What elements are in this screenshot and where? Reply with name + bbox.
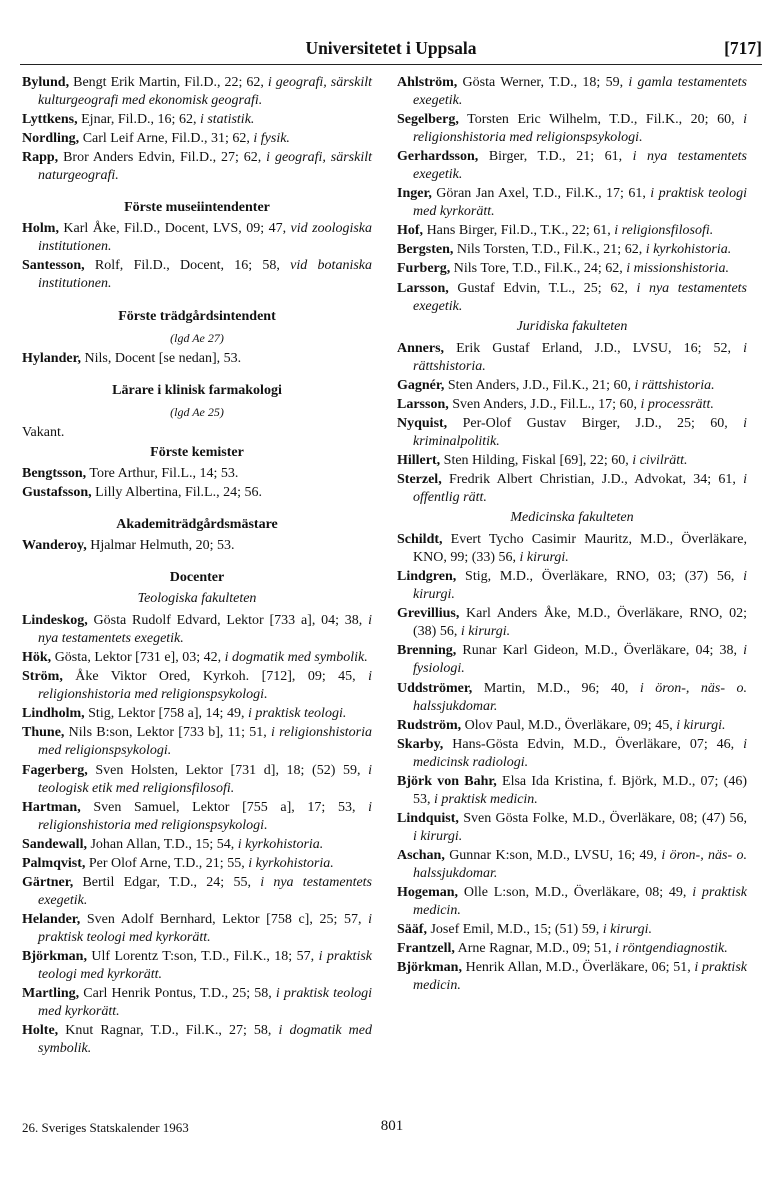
entry bbox=[397, 940, 747, 958]
entry-details: Gösta Werner, T.D., 18; 59, bbox=[457, 75, 629, 90]
entry-details: Evert Tycho Casimir Mauritz, M.D., Överläkare, KNO, 99; (33) 56, bbox=[413, 532, 747, 566]
entry bbox=[397, 377, 747, 395]
entry-surname: Hof, bbox=[397, 223, 424, 239]
entry-surname: Wanderoy, bbox=[22, 537, 87, 553]
entry-subject: vid zoologiska institutionen. bbox=[38, 221, 373, 255]
entry-subject: i fysik. bbox=[253, 131, 290, 147]
entry-surname: Hök, bbox=[22, 650, 52, 666]
entry-details: Arne Ragnar, M.D., 09; 51, bbox=[454, 941, 615, 957]
entry bbox=[397, 568, 747, 604]
entry-surname: Lindholm, bbox=[22, 706, 85, 722]
entry-subject: i missionshistoria. bbox=[626, 261, 729, 277]
entry-details: Carl Henrik Pontus, T.D., 25; 58, bbox=[79, 986, 276, 1002]
section-heading: Akademiträdgårdsmästare bbox=[116, 516, 278, 532]
entry-subject: i kirurgi. bbox=[602, 922, 652, 938]
entry-subject: i rättshistoria. bbox=[634, 377, 715, 393]
entry-subject: i praktisk teologi med kyrkorätt. bbox=[38, 948, 372, 983]
entry-details: Sven Adolf Bernhard, Lektor [758 c], 25; 57, bbox=[80, 911, 369, 927]
entry bbox=[397, 396, 747, 414]
entry-surname: Sandewall, bbox=[22, 836, 87, 852]
faculty-heading: Medicinska fakulteten bbox=[510, 510, 634, 526]
entry-details: Hans Birger, Fil.D., T.K., 22; 61, bbox=[423, 223, 615, 239]
entry-details: Nils Tore, T.D., Fil.K., 24; 62, bbox=[450, 261, 627, 277]
entry bbox=[22, 649, 372, 667]
entry-subject: i nya testamentets exegetik. bbox=[38, 874, 373, 908]
entry-details: Bertil Edgar, T.D., 24; 55, bbox=[73, 874, 261, 890]
entry bbox=[22, 855, 372, 873]
heading-note: (lgd Ae 25) bbox=[170, 404, 224, 419]
entry-details: Sten Hilding, Fiskal [69], 22; 60, bbox=[440, 452, 633, 468]
entry bbox=[22, 985, 372, 1021]
faculty-heading: Teologiska fakulteten bbox=[137, 591, 257, 607]
entry-subject: i dogmatik med symbolik. bbox=[38, 1023, 372, 1057]
entry-subject: i praktisk medicin. bbox=[413, 960, 747, 994]
header-rule bbox=[20, 64, 762, 65]
entry-details: Fredrik Albert Christian, J.D., Advokat, 34; 61, bbox=[441, 471, 744, 487]
entry bbox=[22, 257, 372, 293]
entry-details: Torsten Eric Wilhelm, T.D., Fil.K., 20; 60, bbox=[458, 112, 744, 128]
entry-subject: i geografi, särskilt naturgeografi. bbox=[38, 150, 372, 184]
page-title: Universitetet i Uppsala bbox=[305, 38, 477, 58]
page-reference: [717] bbox=[724, 38, 762, 58]
entry-surname: Rapp, bbox=[22, 150, 59, 166]
entry bbox=[397, 810, 747, 846]
entry-surname: Uddströmer, bbox=[397, 680, 473, 696]
entry-surname: Hogeman, bbox=[397, 885, 459, 901]
entry bbox=[22, 465, 372, 483]
entry-details: Lilly Albertina, Fil.L., 24; 56. bbox=[91, 484, 262, 500]
entry-subject: i praktisk teologi med kyrkorätt. bbox=[38, 986, 372, 1020]
entry-subject: i fysiologi. bbox=[413, 643, 747, 677]
entry bbox=[397, 531, 747, 567]
entry-details: Hjalmar Helmuth, 20; 53. bbox=[86, 537, 235, 553]
entry-details: Sven Anders, J.D., Fil.L., 17; 60, bbox=[448, 396, 641, 412]
entry-surname: Ström, bbox=[22, 669, 63, 685]
entry-details: Birger, T.D., 21; 61, bbox=[478, 149, 633, 165]
entry bbox=[22, 724, 372, 760]
section-heading: Docenter bbox=[169, 570, 225, 586]
entry bbox=[397, 222, 747, 240]
entry bbox=[22, 874, 372, 910]
entry-details: Karl Åke, Fil.D., Docent, LVS, 09; 47, bbox=[58, 221, 291, 237]
entry-subject: i kyrkohistoria. bbox=[237, 836, 324, 852]
entry-surname: Grevillius, bbox=[397, 606, 460, 622]
entry bbox=[22, 350, 372, 368]
entry-subject: i kirurgi. bbox=[413, 828, 463, 844]
entry-surname: Lindgren, bbox=[397, 569, 457, 585]
entry-details: Henrik Allan, M.D., Överläkare, 06; 51, bbox=[461, 960, 695, 976]
section-heading: Förste kemister bbox=[150, 444, 244, 460]
entry bbox=[22, 705, 372, 723]
entry-details: Sven Gösta Folke, M.D., Överläkare, 08; (47) 56, bbox=[458, 810, 747, 826]
entry-subject: i rättshistoria. bbox=[413, 340, 747, 374]
entry-surname: Helander, bbox=[22, 911, 81, 927]
entry-surname: Björkman, bbox=[397, 960, 462, 976]
entry-subject: i praktisk medicin. bbox=[434, 791, 538, 807]
footer-source: 26. Sveriges Statskalender 1963 bbox=[22, 1120, 189, 1135]
entry bbox=[22, 911, 372, 947]
entry-subject: i praktisk teologi med kyrkorätt. bbox=[38, 911, 372, 945]
entry bbox=[22, 130, 372, 148]
entry bbox=[22, 948, 372, 984]
entry-surname: Nordling, bbox=[22, 131, 80, 147]
entry-details: Åke Viktor Ored, Kyrkoh. [712], 09; 45, bbox=[62, 669, 369, 685]
entry bbox=[22, 762, 372, 798]
section-heading: Förste trädgårdsintendent bbox=[118, 308, 276, 324]
section-heading: Förste museiintendenter bbox=[124, 200, 270, 216]
entry-surname: Hillert, bbox=[397, 452, 441, 468]
entry-details: Stig, Lektor [758 a], 14; 49, bbox=[84, 706, 248, 722]
entry-subject: i offentlig rätt. bbox=[413, 471, 747, 506]
entry bbox=[397, 111, 747, 147]
entry-details: Josef Emil, M.D., 15; (51) 59, bbox=[426, 922, 603, 938]
entry-surname: Hartman, bbox=[22, 799, 81, 815]
entry-surname: Fagerberg, bbox=[22, 762, 88, 778]
entry-subject: i processrätt. bbox=[640, 396, 714, 412]
entry-subject: i teologisk etik med religionsfilosofi. bbox=[38, 762, 372, 796]
entry-surname: Björkman, bbox=[22, 948, 87, 964]
section-heading: Lärare i klinisk farmakologi bbox=[112, 382, 282, 398]
entry-surname: Hylander, bbox=[22, 350, 81, 366]
entry-details: Martin, M.D., 96; 40, bbox=[472, 680, 640, 696]
entry-surname: Bengtsson, bbox=[22, 465, 87, 481]
entry-surname: Sterzel, bbox=[397, 471, 442, 487]
entry bbox=[22, 111, 372, 129]
entry-surname: Gerhardsson, bbox=[397, 149, 479, 165]
entry-details: Nils B:son, Lektor [733 b], 11; 51, bbox=[64, 725, 272, 741]
entry-subject: i religionshistoria med religionspsykologi. bbox=[38, 669, 372, 703]
entry bbox=[22, 220, 372, 256]
entry-details: Gösta Rudolf Edvard, Lektor [733 a], 04; 38, bbox=[87, 613, 369, 629]
entry bbox=[397, 642, 747, 678]
entry bbox=[22, 74, 372, 110]
entry-details: Tore Arthur, Fil.L., 14; 53. bbox=[86, 465, 239, 481]
entry-surname: Martling, bbox=[22, 986, 80, 1002]
entry-subject: i religionshistoria med religionspsykologi. bbox=[38, 799, 372, 833]
heading-note: (lgd Ae 27) bbox=[170, 330, 224, 345]
entry-details: Gösta, Lektor [731 e], 03; 42, bbox=[51, 650, 225, 666]
entry bbox=[22, 612, 372, 648]
entry-surname: Skarby, bbox=[397, 736, 444, 752]
entry-surname: Björk von Bahr, bbox=[397, 773, 497, 789]
entry-subject: i gamla testamentets exegetik. bbox=[413, 75, 747, 109]
entry-details: Carl Leif Arne, Fil.D., 31; 62, bbox=[79, 131, 254, 147]
entry bbox=[397, 717, 747, 735]
entry-details: Karl Anders Åke, M.D., Överläkare, RNO, 02; (38) 56, bbox=[413, 606, 747, 640]
page-number: 801 bbox=[380, 1118, 404, 1134]
entry bbox=[397, 884, 747, 920]
entry-subject: vid botaniska institutionen. bbox=[38, 258, 372, 292]
entry-surname: Sääf, bbox=[397, 922, 427, 938]
entry-surname: Nyquist, bbox=[397, 415, 448, 431]
entry-subject: i nya testamentets exegetik. bbox=[413, 149, 748, 183]
entry-subject: i civilrätt. bbox=[632, 452, 688, 468]
entry-details: Nils Torsten, T.D., Fil.K., 21; 62, bbox=[453, 242, 646, 258]
entry-subject: i statistik. bbox=[199, 112, 255, 128]
entry-details: Per-Olof Gustav Birger, J.D., 25; 60, bbox=[447, 415, 744, 431]
entry-subject: i praktisk medicin. bbox=[413, 885, 748, 919]
entry bbox=[22, 799, 372, 835]
entry-surname: Gärtner, bbox=[22, 874, 74, 890]
entry-subject: i geografi, särskilt kulturgeografi med ekonomisk geografi. bbox=[38, 75, 372, 109]
entry-details: Stig, M.D., Överläkare, RNO, 03; (37) 56, bbox=[456, 569, 744, 585]
entry-surname: Frantzell, bbox=[397, 941, 455, 957]
entry-subject: i nya testamentets exegetik. bbox=[38, 613, 372, 647]
entry-details: Ulf Lorentz T:son, T.D., Fil.K., 18; 57, bbox=[86, 948, 319, 964]
entry-details: Sten Anders, J.D., Fil.K., 21; 60, bbox=[444, 377, 635, 393]
entry-surname: Palmqvist, bbox=[22, 855, 86, 871]
entry bbox=[397, 959, 747, 995]
entry bbox=[397, 605, 747, 641]
entry-details: Gunnar K:son, M.D., LVSU, 16; 49, bbox=[444, 847, 662, 863]
entry-subject: i kirurgi. bbox=[676, 717, 726, 733]
entry bbox=[397, 415, 747, 451]
entry-surname: Gagnér, bbox=[397, 377, 445, 393]
entry-surname: Furberg, bbox=[397, 261, 451, 277]
entry-subject: i kyrkohistoria. bbox=[248, 855, 334, 871]
entry-details: Per Olof Arne, T.D., 21; 55, bbox=[85, 855, 249, 871]
entry-details: Gustaf Edvin, T.L., 25; 62, bbox=[448, 280, 637, 296]
entry bbox=[397, 260, 747, 278]
entry bbox=[22, 668, 372, 704]
entry bbox=[397, 148, 747, 184]
entry-subject: i religionshistoria med religionspsykologi. bbox=[38, 725, 373, 759]
entry-surname: Holte, bbox=[22, 1023, 59, 1039]
entry bbox=[397, 921, 747, 939]
entry-surname: Inger, bbox=[397, 186, 432, 202]
entry bbox=[22, 537, 372, 555]
entry-details: Runar Karl Gideon, M.D., Överläkare, 04; 38, bbox=[456, 643, 744, 659]
entry-surname: Larsson, bbox=[397, 396, 449, 412]
plain-text: Vakant. bbox=[22, 424, 65, 440]
entry-surname: Rudström, bbox=[397, 717, 462, 733]
entry-details: Ejnar, Fil.D., 16; 62, bbox=[77, 112, 200, 128]
entry-subject: i religionshistoria med religionspsykologi. bbox=[413, 112, 747, 146]
entry-details: Olle L:son, M.D., Överläkare, 08; 49, bbox=[458, 885, 693, 901]
entry-surname: Lindquist, bbox=[397, 810, 459, 826]
left-column bbox=[22, 74, 372, 1059]
entry-subject: i medicinsk radiologi. bbox=[413, 736, 747, 770]
entry-subject: i öron-, näs- o. halssjukdomar. bbox=[413, 680, 747, 714]
entry bbox=[22, 1022, 372, 1058]
entry-subject: i kriminalpolitik. bbox=[413, 415, 747, 449]
entry-subject: i praktisk teologi. bbox=[247, 706, 347, 722]
entry-surname: Bergsten, bbox=[397, 242, 454, 258]
page-header bbox=[20, 38, 762, 62]
entry bbox=[397, 471, 747, 507]
entry-surname: Gustafsson, bbox=[22, 484, 92, 500]
entry-surname: Santesson, bbox=[22, 258, 85, 274]
entry-subject: i öron-, näs- o. halssjukdomar. bbox=[413, 847, 747, 881]
entry bbox=[397, 847, 747, 883]
entry bbox=[397, 736, 747, 772]
entry-details: Elsa Ida Kristina, f. Björk, M.D., 07; (46) 53, bbox=[413, 773, 747, 807]
entry-surname: Lyttkens, bbox=[22, 112, 78, 128]
entry bbox=[397, 185, 747, 221]
entry-surname: Brenning, bbox=[397, 643, 457, 659]
entry bbox=[397, 280, 747, 316]
entry-surname: Holm, bbox=[22, 221, 59, 237]
entry-surname: Larsson, bbox=[397, 280, 449, 296]
entry-details: Sven Samuel, Lektor [755 a], 17; 53, bbox=[80, 799, 369, 815]
entry-details: Olov Paul, M.D., Överläkare, 09; 45, bbox=[461, 717, 677, 733]
entry-details: Nils, Docent [se nedan], 53. bbox=[81, 350, 242, 366]
entry-surname: Schildt, bbox=[397, 532, 443, 548]
entry-surname: Segelberg, bbox=[397, 112, 459, 128]
entry-subject: i praktisk teologi med kyrkorätt. bbox=[413, 186, 747, 220]
entry-subject: i dogmatik med symbolik. bbox=[224, 650, 368, 666]
entry-surname: Bylund, bbox=[22, 75, 70, 90]
entry bbox=[22, 149, 372, 185]
entry bbox=[397, 74, 747, 110]
entry-details: Hans-Gösta Edvin, M.D., Överläkare, 07; 46, bbox=[443, 736, 744, 752]
entry-details: Erik Gustaf Erland, J.D., LVSU, 16; 52, bbox=[444, 340, 744, 356]
entry-details: Bengt Erik Martin, Fil.D., 22; 62, bbox=[69, 75, 268, 90]
entry bbox=[22, 836, 372, 854]
right-column bbox=[397, 74, 747, 996]
entry-subject: i kirurgi. bbox=[519, 550, 569, 566]
entry bbox=[397, 340, 747, 376]
entry-surname: Lindeskog, bbox=[22, 613, 88, 629]
entry-details: Rolf, Fil.D., Docent, 16; 58, bbox=[84, 258, 291, 274]
entry-subject: i religionsfilosofi. bbox=[614, 223, 714, 239]
entry bbox=[22, 484, 372, 502]
entry bbox=[397, 773, 747, 809]
entry bbox=[397, 452, 747, 470]
entry bbox=[397, 680, 747, 716]
entry-surname: Aschan, bbox=[397, 847, 445, 863]
entry-details: Knut Ragnar, T.D., Fil.K., 27; 58, bbox=[58, 1023, 279, 1039]
entry-surname: Ahlström, bbox=[397, 75, 458, 90]
entry-subject: i kirurgi. bbox=[413, 569, 747, 603]
entry-subject: i kyrkohistoria. bbox=[645, 242, 732, 258]
entry-surname: Anners, bbox=[397, 340, 445, 356]
faculty-heading: Juridiska fakulteten bbox=[516, 318, 628, 334]
entry-subject: i nya testamentets exegetik. bbox=[413, 280, 748, 314]
entry-subject: i kirurgi. bbox=[460, 624, 511, 640]
entry-subject: i röntgendiagnostik. bbox=[614, 941, 728, 957]
entry bbox=[397, 241, 747, 259]
entry-details: Johan Allan, T.D., 15; 54, bbox=[86, 836, 238, 852]
entry-surname: Thune, bbox=[22, 725, 65, 741]
entry-details: Sven Holsten, Lektor [731 d], 18; (52) 59, bbox=[87, 762, 369, 778]
entry-details: Bror Anders Edvin, Fil.D., 27; 62, bbox=[58, 150, 267, 166]
entry-details: Göran Jan Axel, T.D., Fil.K., 17; 61, bbox=[431, 186, 651, 202]
